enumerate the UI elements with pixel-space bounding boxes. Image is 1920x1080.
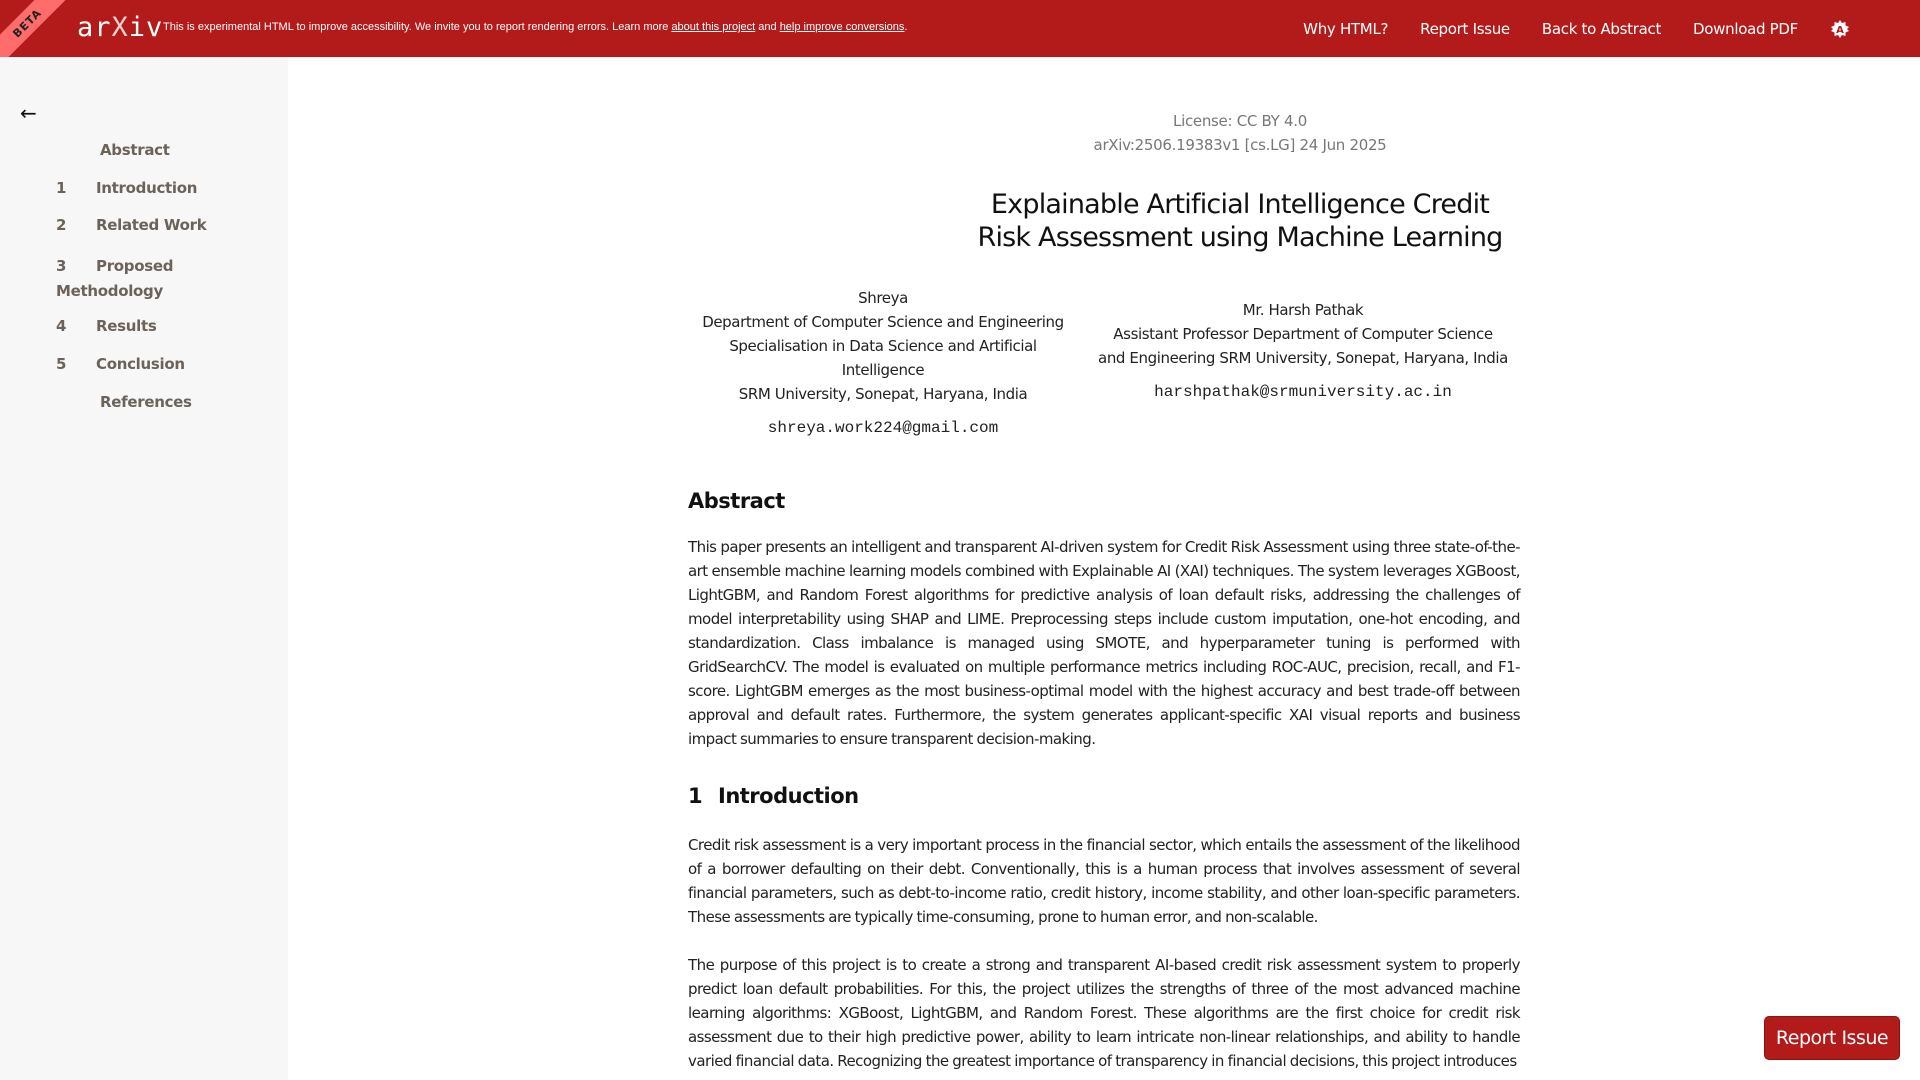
banner-middle: and xyxy=(755,21,780,33)
toc-label: Conclusion xyxy=(96,355,185,373)
toc-item-abstract[interactable] xyxy=(100,141,170,159)
author-email[interactable]: harshpathak@srmuniversity.ac.in xyxy=(1154,383,1452,401)
arxiv-logo[interactable]: arXiv xyxy=(77,12,164,43)
toc-item-related-work[interactable] xyxy=(56,216,206,234)
report-issue-link[interactable]: Report Issue xyxy=(1420,19,1510,38)
top-banner xyxy=(0,0,1920,57)
abstract-heading: Abstract xyxy=(688,489,785,513)
author-2 xyxy=(1098,298,1508,404)
banner-text xyxy=(163,21,907,33)
help-conversions-link[interactable]: help improve conversions xyxy=(779,21,905,33)
download-pdf-link[interactable]: Download PDF xyxy=(1693,19,1798,38)
toc-item-conclusion[interactable] xyxy=(56,355,185,373)
author-1 xyxy=(688,286,1078,440)
toc-number: 1 xyxy=(56,179,67,197)
why-html-link[interactable]: Why HTML? xyxy=(1303,19,1389,38)
paper-content xyxy=(288,57,1920,1080)
back-to-abstract-link[interactable]: Back to Abstract xyxy=(1541,19,1662,38)
arxiv-id: arXiv:2506.19383v1 [cs.LG] 24 Jun 2025 xyxy=(1093,136,1387,154)
author-affiliation: SRM University, Sonepat, Haryana, India xyxy=(738,385,1028,403)
title-line-2: Risk Assessment using Machine Learning xyxy=(977,222,1503,253)
author-affiliation: Department of Computer Science and Engineering xyxy=(702,313,1064,331)
license-text: License: CC BY 4.0 xyxy=(1173,112,1307,130)
title-line-1: Explainable Artificial Intelligence Credit xyxy=(990,189,1490,220)
collapse-toc-arrow-icon[interactable]: ← xyxy=(20,101,37,125)
intro-paragraph-2: The purpose of this project is to create a strong and transparent AI-based credit risk assessment system to properly predict loan default probabilities. For this, the project utilizes the strengths of three of the most advanced machine learning algorithms: XGBoost, LightGBM, and Random Forest. These algorithms are the first choice for credit risk assessment due to their high predictive power, ability to learn intricate non-linear relationships, and ability to handle varied financial data. Recognizing the greatest importance of transparency in financial decisions, this project introduces xyxy=(688,956,1520,1070)
toc-number: 4 xyxy=(56,317,67,335)
header-nav xyxy=(1303,0,1920,57)
abstract-text: This paper presents an intelligent and transparent AI-driven system for Credit Risk Assessment using three state-of-the-art ensemble machine learning models combined with Explainable AI (XAI) techniques. The system leverages XGBoost, LightGBM, and Random Forest algorithms for predictive analysis of loan default risks, addressing the challenges of model interpretability using SHAP and LIME. Preprocessing steps include custom imputation, one-hot encoding, and standardization. Class imbalance is managed using SMOTE, and hyperparameter tuning is performed with GridSearchCV. The model is evaluated on multiple performance metrics including ROC-AUC, precision, recall, and F1-score. LightGBM emerges as the most business-optimal model with the highest accuracy and best trade-off between approval and default rates. Furthermore, the system generates applicant-specific XAI visual reports and business impact summaries to ensure transparent decision-making. xyxy=(688,538,1520,748)
toc-label: Proposed Methodology xyxy=(56,257,174,300)
paper-title xyxy=(688,188,1792,254)
toc-number: 2 xyxy=(56,216,67,234)
author-affiliation: Assistant Professor Department of Computer Science xyxy=(1113,325,1493,343)
author-name: Mr. Harsh Pathak xyxy=(1242,301,1364,319)
toc-label: Related Work xyxy=(96,216,207,234)
svg-text:A: A xyxy=(1836,24,1844,36)
toc-label: References xyxy=(100,393,192,411)
toc-label: Results xyxy=(96,317,157,335)
section-number: 1 xyxy=(688,784,703,808)
toc-item-results[interactable] xyxy=(56,317,156,335)
toc-label: Introduction xyxy=(96,179,198,197)
theme-toggle-icon[interactable] xyxy=(1830,19,1850,39)
author-affiliation: Specialisation in Data Science and Artificial Intelligence xyxy=(729,337,1037,379)
toc-item-proposed-methodology[interactable] xyxy=(56,254,206,304)
banner-prefix: This is experimental HTML to improve accessibility. We invite you to report rendering errors. Learn more xyxy=(163,21,672,33)
banner-suffix: . xyxy=(904,21,908,33)
beta-label: BETA xyxy=(10,6,44,40)
author-email[interactable]: shreya.work224@gmail.com xyxy=(767,419,999,437)
section-title: Introduction xyxy=(718,784,859,808)
introduction-heading xyxy=(688,784,859,808)
toc-item-references[interactable] xyxy=(100,393,192,411)
toc-label: Abstract xyxy=(100,141,170,159)
author-affiliation: and Engineering SRM University, Sonepat, Haryana, India xyxy=(1098,349,1508,367)
toc-sidebar xyxy=(0,57,288,1080)
toc-number: 3 xyxy=(56,257,67,275)
intro-paragraph-1: Credit risk assessment is a very important process in the financial sector, which entails the assessment of the likelihood of a borrower defaulting on their debt. Conventionally, this is a human process that involves assessment of several financial parameters, such as debt-to-income ratio, credit history, income stability, and other loan-specific parameters. These assessments are typically time-consuming, prone to human error, and non-scalable. xyxy=(688,836,1520,926)
toc-number: 5 xyxy=(56,355,67,373)
toc-item-introduction[interactable] xyxy=(56,179,197,197)
author-name: Shreya xyxy=(858,289,908,307)
about-project-link[interactable]: about this project xyxy=(671,21,756,33)
report-issue-button[interactable]: Report Issue xyxy=(1764,1016,1900,1060)
